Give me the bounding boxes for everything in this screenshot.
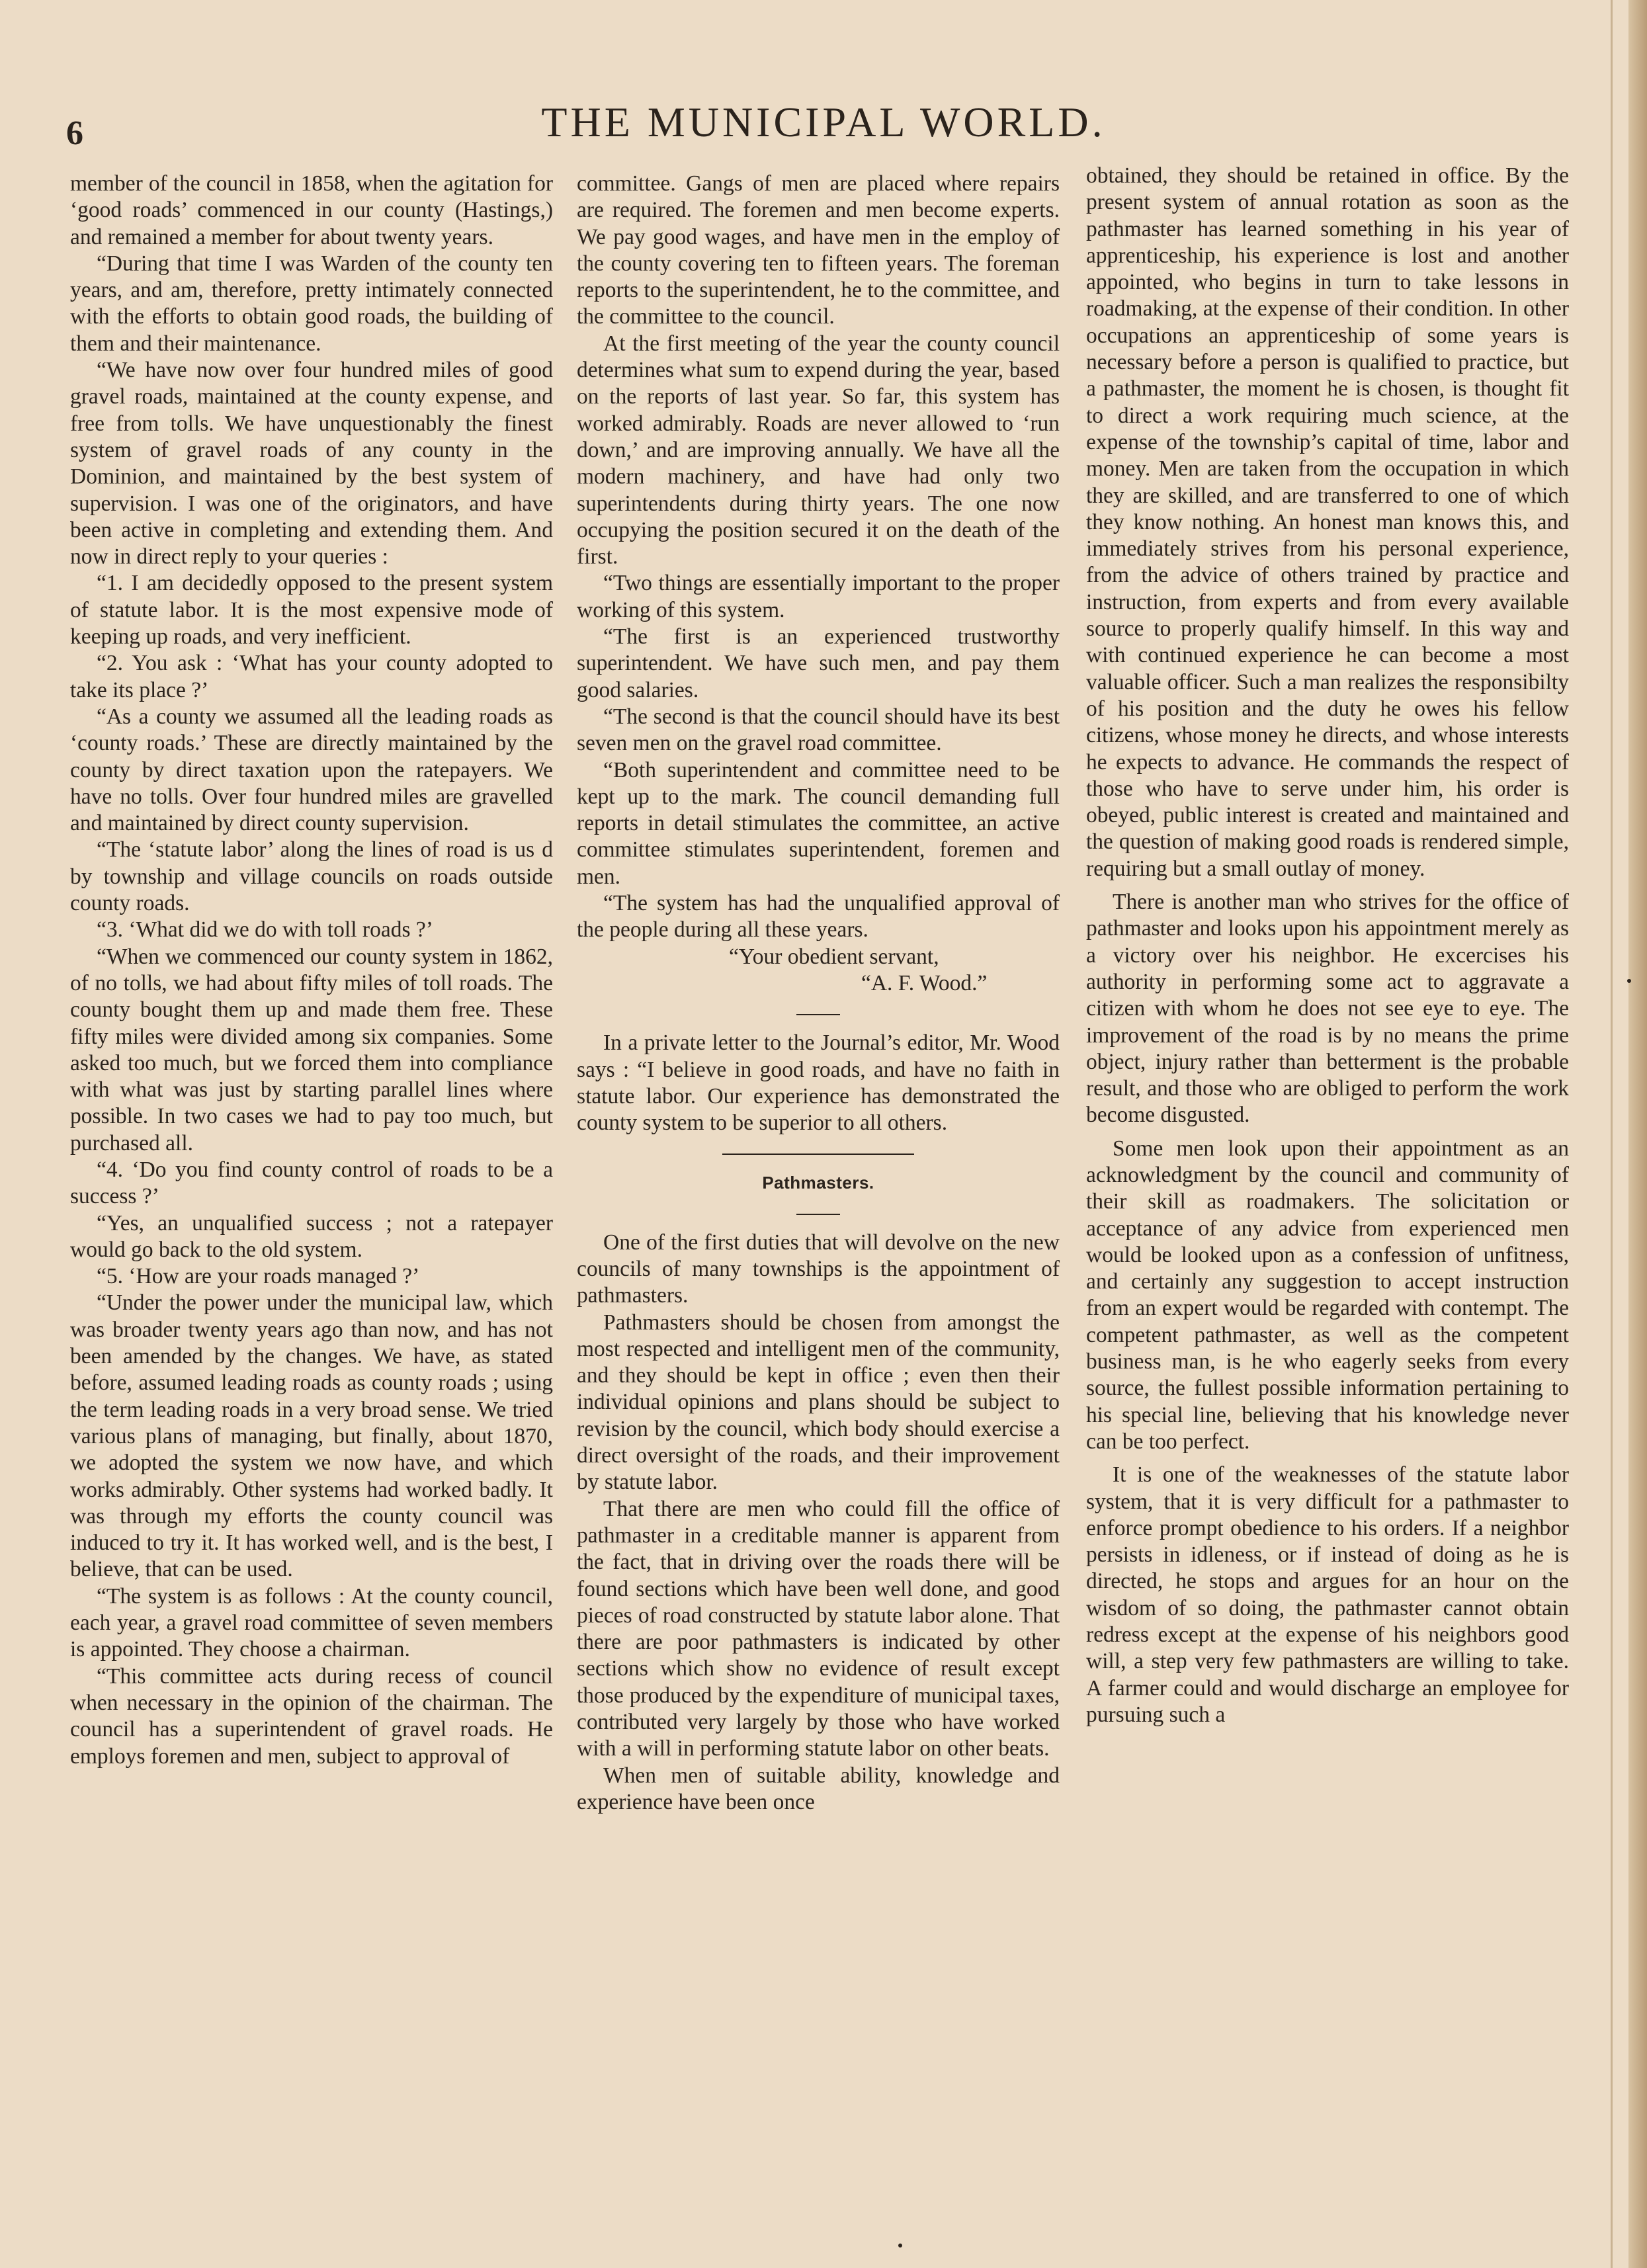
page-edge <box>1628 0 1647 2268</box>
paragraph: “This committee acts during recess of council when necessary in the opinion of the chairman. The council has a superintendent of gravel roads. He employs foremen and men, subject to approval of <box>70 1663 553 1769</box>
divider <box>722 1154 914 1155</box>
divider <box>796 1014 840 1015</box>
letter-signature: “A. F. Wood.” <box>861 970 988 995</box>
page-edge-line <box>1611 0 1613 2268</box>
paragraph: member of the council in 1858, when the agitation for ‘good roads’ commenced in our county (Hastings,) and remained a member for about twenty years. <box>70 171 553 249</box>
section-heading: Pathmasters. <box>762 1173 874 1193</box>
paragraph: “Two things are essentially important to the proper working of this system. <box>577 571 1060 622</box>
paragraph: “The first is an experienced trustworthy superintendent. We have such men, and pay them good salaries. <box>577 624 1060 702</box>
paragraph: “3. ‘What did we do with toll roads ?’ <box>97 917 433 943</box>
paragraph: “Both superintendent and committee need to be kept up to the mark. The council demanding full reports in detail stimulates the committee, an active committee stimulates superintendent, foremen and men. <box>577 757 1060 889</box>
paragraph: When men of suitable ability, knowledge and experience have been once <box>577 1763 1060 1814</box>
letter-closing: “Your obedient servant, <box>729 944 939 969</box>
page-number: 6 <box>66 114 83 152</box>
paragraph: In a private letter to the Journal’s editor, Mr. Wood says : “I believe in good roads, and have no faith in statute labor. Our experience has demonstrated the county system to be superior to all others. <box>577 1030 1060 1136</box>
paragraph: “The system is as follows : At the county council, each year, a gravel road committee of seven members is appointed. They choose a chairman. <box>70 1583 553 1662</box>
paragraph: “As a county we assumed all the leading roads as ‘county roads.’ These are directly maintained by the county by direct taxation upon the ratepayers. We have no tolls. Over four hundred miles are gravelled and maintained by direct county supervision. <box>70 704 553 836</box>
paragraph: “5. ‘How are your roads managed ?’ <box>97 1264 420 1289</box>
paragraph: That there are men who could fill the office of pathmaster in a creditable manner is apparent from the fact, that in driving over the roads there will be found sections which have been well done, and good pieces of road constructed by statute labor alone. That there are poor pathmasters is indicated by other sections which show no evidence of result except those produced by the expenditure of municipal taxes, contributed very largely by those who have worked with a will in performing statute labor on other beats. <box>577 1496 1060 1761</box>
ink-speck <box>1627 979 1631 983</box>
paragraph: “2. You ask : ‘What has your county adopted to take its place ?’ <box>70 651 553 702</box>
paragraph: Pathmasters should be chosen from amongst the most respected and intelligent men of the community, and they should be kept in office ; even then their individual opinions and plans should be subject to revision by the council, which body should exercise a direct oversight of the roads, and their improvement by statute labor. <box>577 1310 1060 1495</box>
paragraph: “During that time I was Warden of the county ten years, and am, therefore, pretty intimately connected with the efforts to obtain good roads, the building of them and their maintenance. <box>70 251 553 356</box>
paragraph: “Under the power under the municipal law, which was broader twenty years ago than now, and has not been amended by the changes. We have, as stated before, assumed leading roads as county roads ; using the term leading roads in a very broad sense. We tried various plans of managing, but finally, about 1870, we adopted the system we now have, and which works admirably. Other systems had worked badly. It was through my efforts the county council was induced to try it. It has worked well, and is the best, I believe, that can be used. <box>70 1290 553 1582</box>
paragraph: Some men look upon their appointment as an acknowledgment by the council and community of their skill as roadmakers. The solicitation or acceptance of any advice from experienced men would be looked upon as a confession of unfitness, and certainly any suggestion to accept instruction from an expert would be regarded with contempt. The competent pathmaster, as well as the competent business man, is he who eagerly seeks from every source, the fullest possible information pertaining to his special line, believing that his knowledge never can be too perfect. <box>1086 1136 1569 1454</box>
paragraph: “Yes, an unqualified success ; not a ratepayer would go back to the old system. <box>70 1210 553 1262</box>
paragraph: “The system has had the unqualified approval of the people during all these years. <box>577 891 1060 943</box>
paragraph: obtained, they should be retained in office. By the present system of annual rotation as soon as the pathmaster has learned something in his year of apprenticeship, his experience is lost and another appointed, who begins in turn to take lessons in roadmaking, at the expense of their condition. In other occupations an apprenticeship of some years is necessary before a person is qualified to practice, but a pathmaster, the moment he is chosen, is thought fit to direct a work requiring much science, at the expense of the township’s capital of time, labor and money. Men are taken from the occupation in which they are skilled, and are transferred to one of which they know nothing. An honest man knows this, and immediately strives from his personal experience, from the advice of others trained by practice and instruction, from experts and from every available source to properly qualify himself. In this way and with continued experience he can become a most valuable officer. Such a man realizes the responsibilty of his position and the duty he owes his fellow citizens, whose money he directs, and whose interests he expects to advance. He commands the respect of those who have to serve under him, his order is obeyed, public interest is created and maintained and the question of making good roads is rendered simple, requiring but a small outlay of money. <box>1086 163 1569 881</box>
paragraph: It is one of the weaknesses of the statute labor system, that it is very difficult for a pathmaster to enforce prompt obedience to his orders. If a neighbor persists in idleness, or if instead of doing as he is directed, he stops and argues for an hour on the wisdom of so doing, the pathmaster cannot obtain redress except at the expense of his neighbors good will, a step very few pathmasters are willing to take. A farmer could and would discharge an employee for pursuing such a <box>1086 1462 1569 1727</box>
ink-speck <box>898 2244 902 2247</box>
divider <box>796 1214 840 1215</box>
page-title: THE MUNICIPAL WORLD. <box>541 99 1106 146</box>
paragraph: At the first meeting of the year the county council determines what sum to expend during the year, based on the reports of last year. So far, this system has worked admirably. Roads are never allowed to ‘run down,’ and are improving annually. We have all the modern machinery, and have had only two superintendents during thirty years. The one now occupying the position secured it on the death of the first. <box>577 331 1060 569</box>
paragraph: committee. Gangs of men are placed where repairs are required. The foremen and men become experts. We pay good wages, and have men in the employ of the county covering ten to fifteen years. The foreman reports to the superintendent, he to the committee, and the committee to the council. <box>577 171 1060 329</box>
paragraph: “1. I am decidedly opposed to the present system of statute labor. It is the most expensive mode of keeping up roads, and very inefficient. <box>70 571 553 650</box>
paragraph: One of the first duties that will devolve on the new councils of many townships is the appointment of pathmasters. <box>577 1230 1060 1308</box>
column-3 <box>1086 163 1569 1728</box>
column-2 <box>577 171 1060 1816</box>
paragraph: “4. ‘Do you find county control of roads to be a success ?’ <box>70 1157 553 1209</box>
column-1 <box>70 171 553 1770</box>
paragraph: “The ‘statute labor’ along the lines of road is us d by township and village councils on roads outside county roads. <box>70 837 553 916</box>
paragraph: “We have now over four hundred miles of good gravel roads, maintained at the county expense, and free from tolls. We have unquestionably the finest system of gravel roads of any county in the Dominion, and maintained by the best system of supervision. I was one of the originators, and have been active in completing and extending them. And now in direct reply to your queries : <box>70 358 553 569</box>
paragraph: “When we commenced our county system in 1862, of no tolls, we had about fifty miles of toll roads. The county bought them up and made them free. These fifty miles were divided among six companies. Some asked too much, but we forced them into compliance with what was just by starting parallel lines where possible. In two cases we had to pay too much, but purchased all. <box>70 944 553 1155</box>
paragraph: There is another man who strives for the office of pathmaster and looks upon his appointment merely as a victory over his neighbor. He excercises his authority in performing some act to aggravate a citizen with whom he does not see eye to eye. The improvement of the road is by no means the prime object, injury rather than betterment is the probable result, and those who are obliged to perform the work become disgusted. <box>1086 890 1569 1128</box>
paragraph: “The second is that the council should have its best seven men on the gravel road committee. <box>577 704 1060 756</box>
